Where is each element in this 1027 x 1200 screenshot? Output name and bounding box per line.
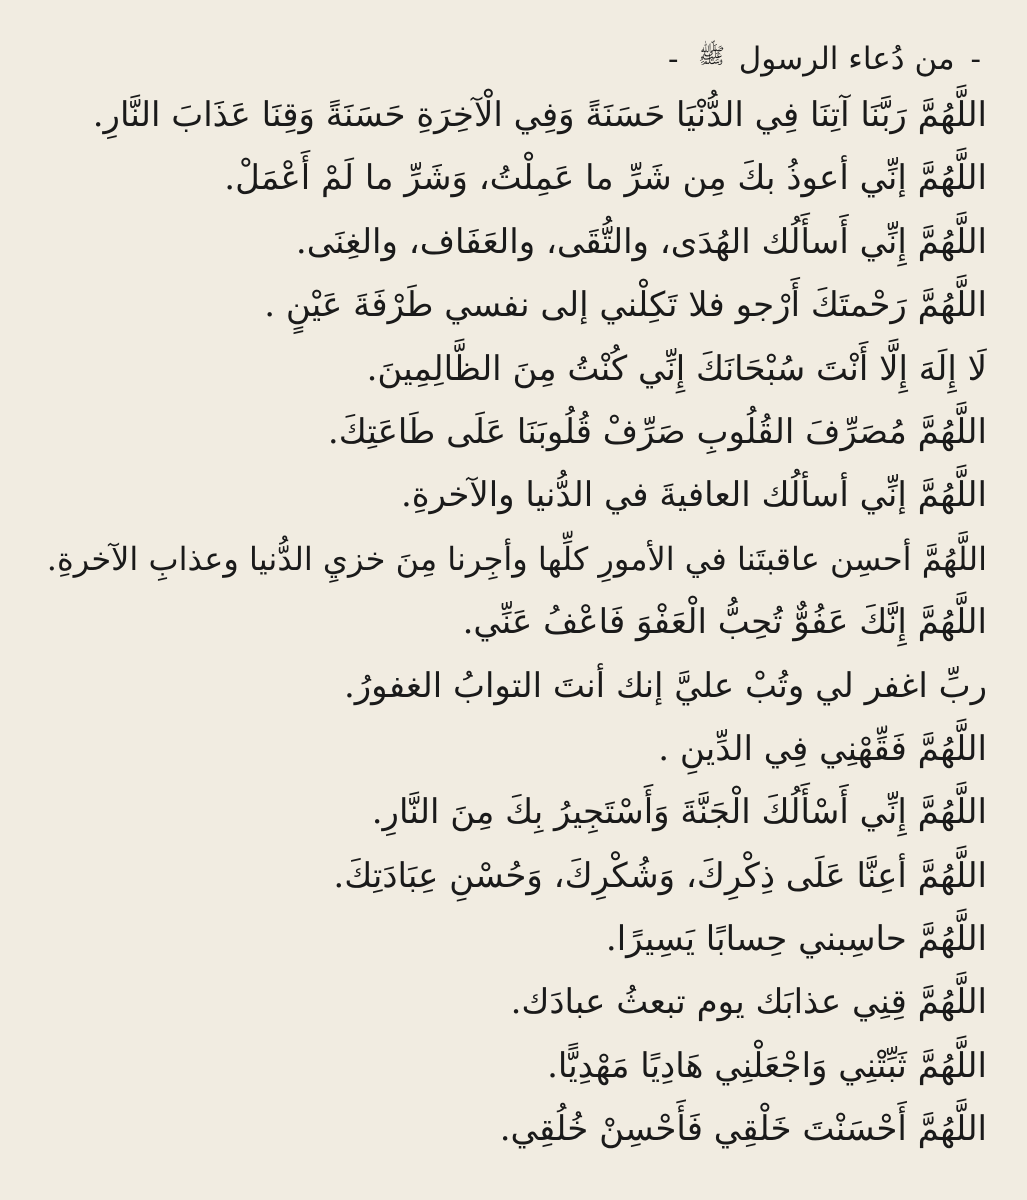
dua-line: اللَّهُمَّ إِنَّكَ عَفُوٌّ تُحِبُّ الْعَفْوَ فَاعْفُ عَنِّي. [462,602,987,643]
dua-line: لَا إِلَهَ إِلَّا أَنْتَ سُبْحَانَكَ إِنِّي كُنْتُ مِنَ الظَّالِمِينَ. [366,348,987,389]
heading-trail-dash: - [667,41,679,77]
dua-line: اللَّهُمَّ إنِّي أعوذُ بكَ مِن شَرِّ ما عَمِلْتُ، وَشَرِّ ما لَمْ أَعْمَلْ. [224,158,987,199]
dua-line: اللَّهُمَّ حاسِبني حِسابًا يَسِيرًا. [605,919,987,960]
page-heading [20,30,987,84]
dua-line: اللَّهُمَّ فَقِّهْنِي فِي الدِّينِ . [658,728,987,769]
dua-line: اللَّهُمَّ قِنِي عذابَك يوم تبعثُ عبادَك. [510,982,987,1023]
dua-list [20,84,987,1162]
dua-line: اللَّهُمَّ رَبَّنَا آتِنَا فِي الدُّنْيَا حَسَنَةً وَفِي الْآخِرَةِ حَسَنَةً وَقِنَا عَذَابَ النَّارِ. [92,95,987,135]
dua-line: اللَّهُمَّ أحسِن عاقبتَنا في الأمورِ كلِّها وأجِرنا مِنَ خزيِ الدُّنيا وعذابِ الآخرةِ. [46,539,987,578]
salawat-glyph: ﷺ [698,44,725,69]
dua-line: اللَّهُمَّ إِنِّي أَسأَلُك الهُدَى، والتُّقَى، والعَفَاف، والغِنَى. [295,221,987,262]
dua-line: اللَّهُمَّ إِنِّي أَسْأَلُكَ الْجَنَّةَ وَأَسْتَجِيرُ بِكَ مِنَ النَّارِ. [371,792,987,833]
dua-line: اللَّهُمَّ أَحْسَنْتَ خَلْقِي فَأَحْسِنْ خُلُقِي. [499,1109,987,1150]
dua-line: اللَّهُمَّ مُصَرِّفَ القُلُوبِ صَرِّفْ قُلُوبَنَا عَلَى طَاعَتِكَ. [327,411,987,452]
dua-line: ربِّ اغفر لي وتُبْ عليَّ إنك أنتَ التوابُ الغفورُ. [343,665,987,706]
dua-line: اللَّهُمَّ ثَبِّتْنِي وَاجْعَلْنِي هَادِيًا مَهْدِيًّا. [547,1045,987,1086]
dua-line: اللَّهُمَّ أعِنَّا عَلَى ذِكْرِكَ، وَشُكْرِكَ، وَحُسْنِ عِبَادَتِكَ. [333,855,987,896]
dua-line: اللَّهُمَّ رَحْمتَكَ أَرْجو فلا تَكِلْني إلى نفسي طَرْفَةَ عَيْنٍ . [264,285,987,326]
heading-text: من دُعاء الرسول [738,41,955,77]
heading-lead-dash: - [970,41,981,77]
dua-line: اللَّهُمَّ إنِّي أسألُك العافيةَ في الدُّنيا والآخرةِ. [400,475,987,516]
